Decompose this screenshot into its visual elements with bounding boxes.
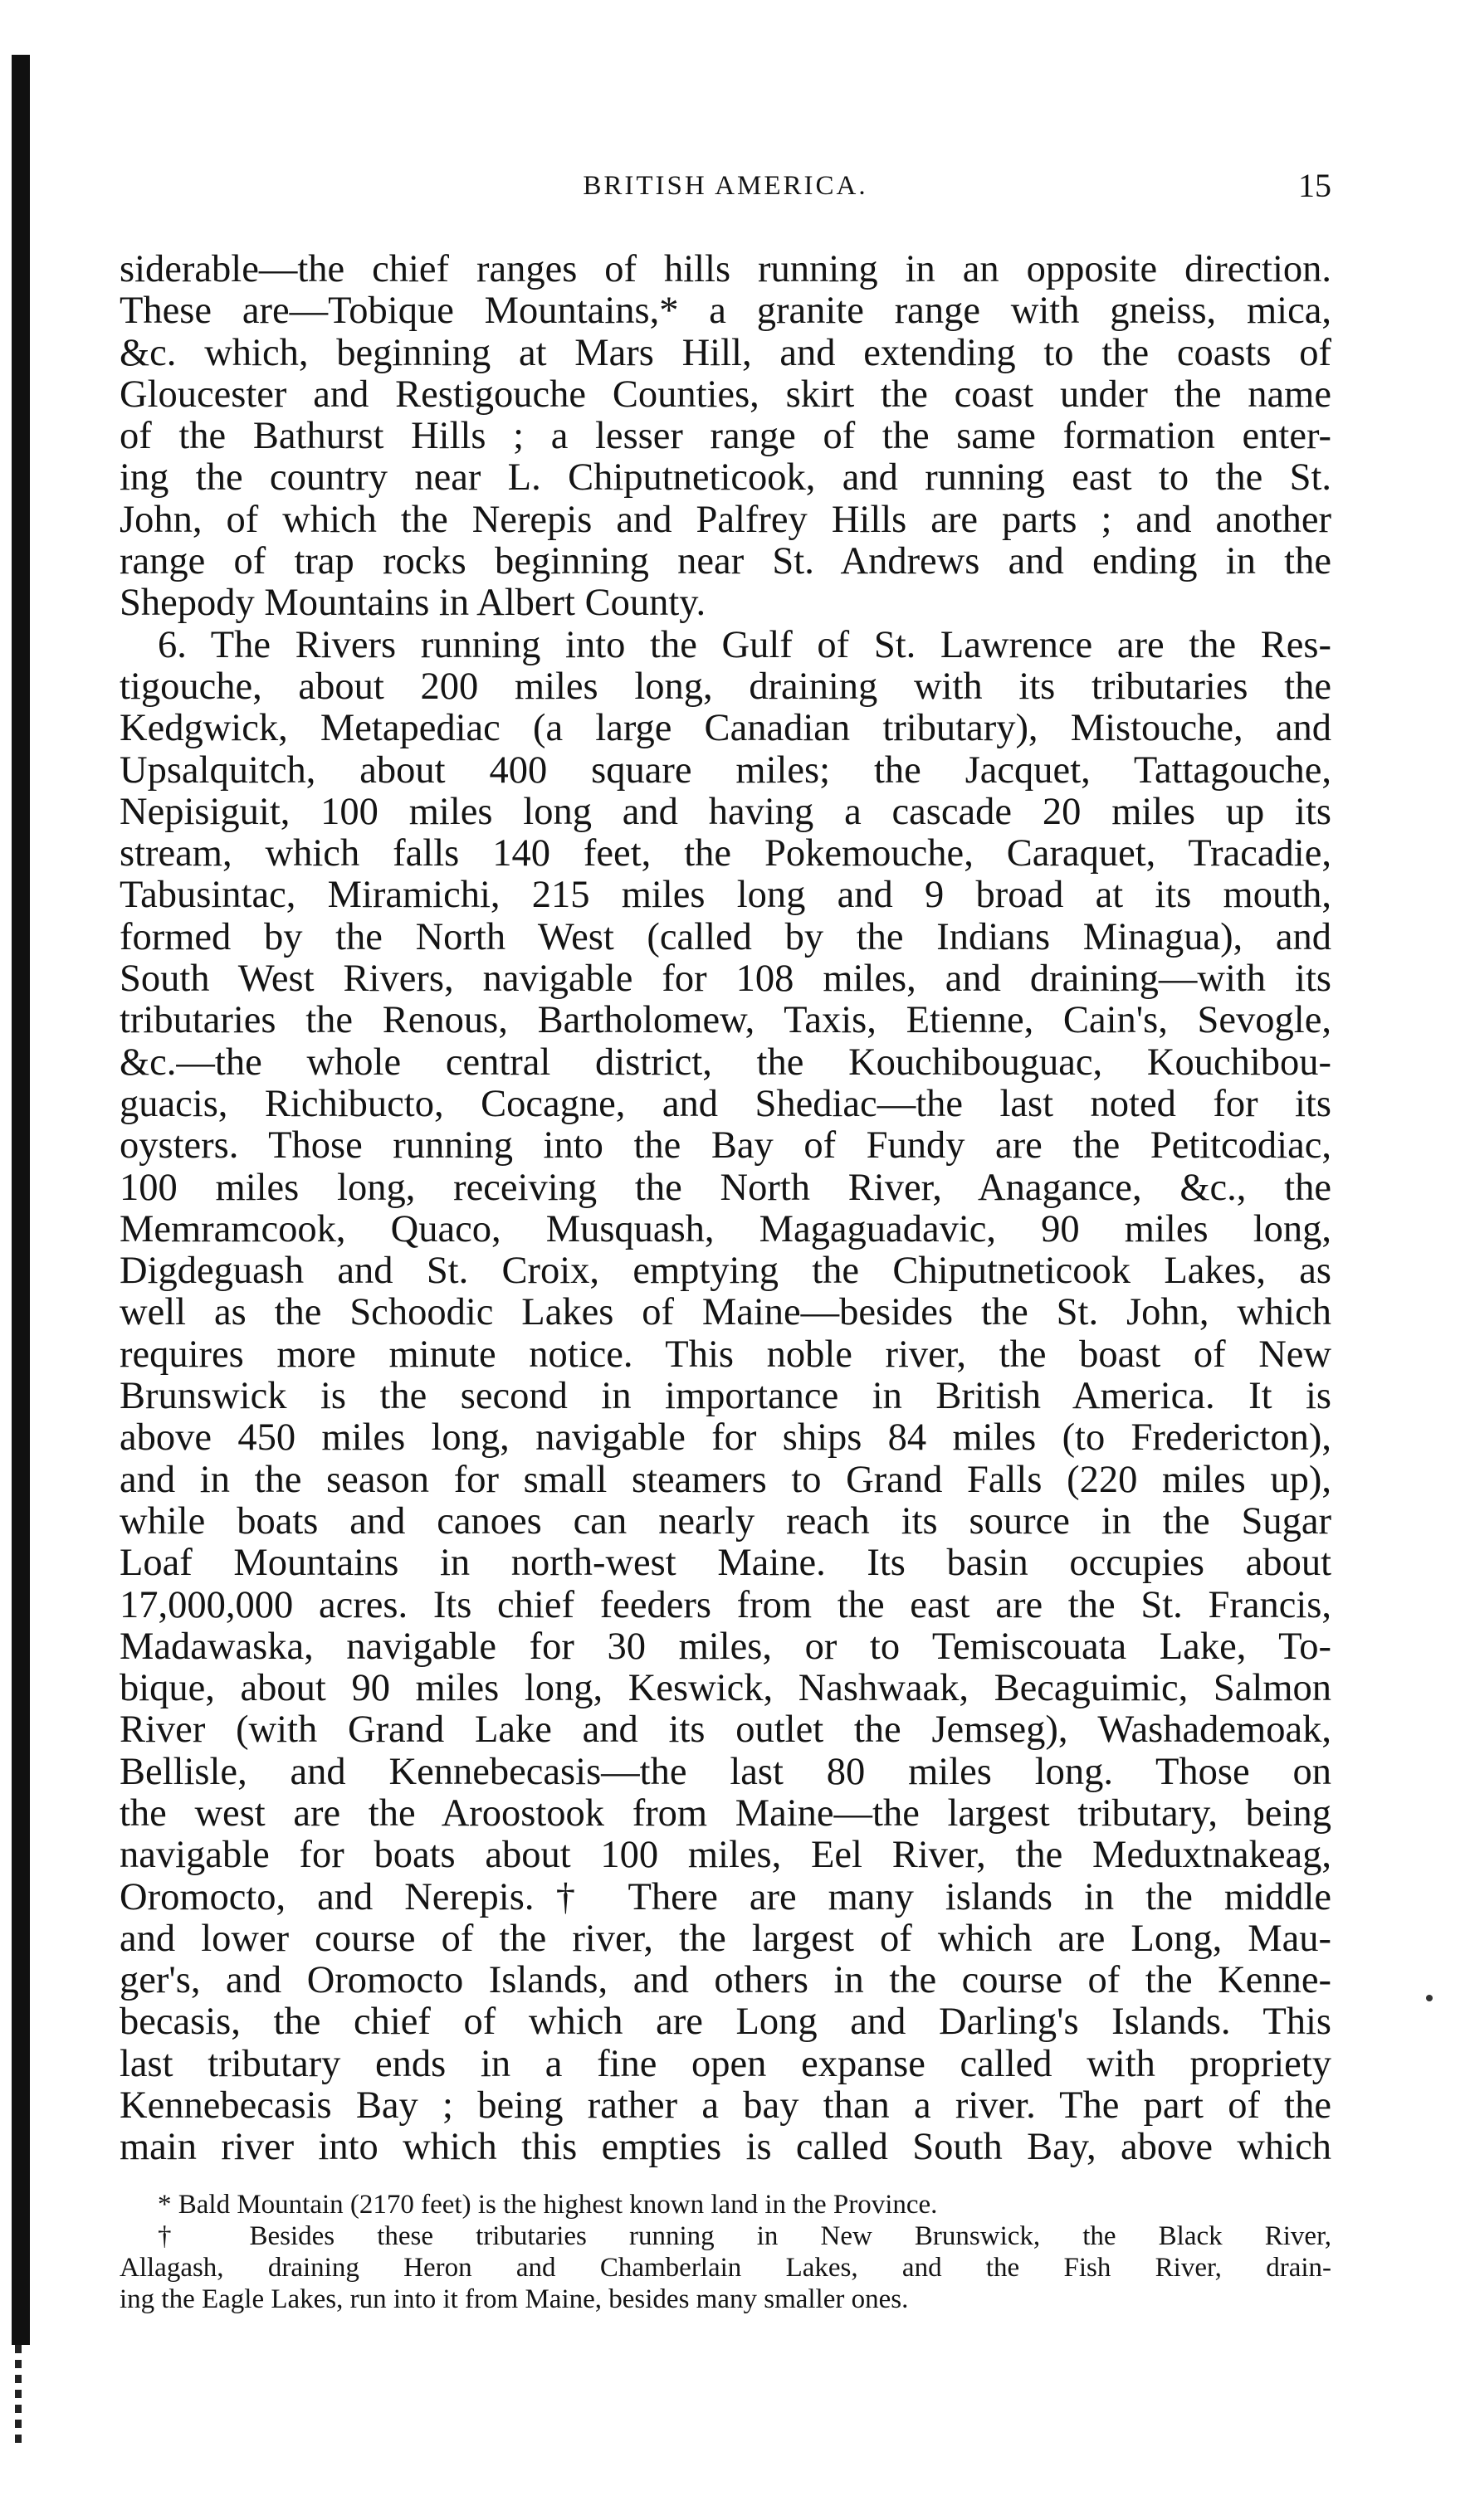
text-line: stream, which falls 140 feet, the Pokemouche, Caraquet, Tracadie, bbox=[120, 832, 1331, 875]
text-line: River (with Grand Lake and its outlet the Jemseg), Washademoak, bbox=[120, 1708, 1331, 1752]
text-line: bique, about 90 miles long, Keswick, Nashwaak, Becaguimic, Salmon bbox=[120, 1667, 1331, 1710]
page-edge-shadow bbox=[12, 55, 30, 2345]
text-line: Memramcook, Quaco, Musquash, Magaguadavic, 90 miles long, bbox=[120, 1207, 1331, 1250]
text-line: 17,000,000 acres. Its chief feeders from the east are the St. Francis, bbox=[120, 1583, 1331, 1626]
text-line: Kennebecasis Bay ; being rather a bay than a river. The part of the bbox=[120, 2084, 1331, 2128]
running-head bbox=[120, 166, 1331, 216]
footnote-bald-mountain: * Bald Mountain (2170 feet) is the highest known land in the Province. bbox=[158, 2190, 938, 2220]
footnote-line: Allagash, draining Heron and Chamberlain Lakes, and the Fish River, drain- bbox=[120, 2253, 1331, 2283]
text-line: range of trap rocks beginning near St. Andrews and ending in the bbox=[120, 540, 1331, 583]
text-line: &c.—the whole central district, the Kouchibouguac, Kouchibou- bbox=[120, 1041, 1331, 1084]
page-number: 15 bbox=[1298, 167, 1331, 204]
text-line: while boats and canoes can nearly reach its source in the Sugar bbox=[120, 1499, 1331, 1543]
text-line: ing the country near L. Chiputneticook, and running east to the St. bbox=[120, 456, 1331, 500]
ink-speck bbox=[1426, 1995, 1433, 2001]
text-line: tributaries the Renous, Bartholomew, Taxis, Etienne, Cain's, Sevogle, bbox=[120, 999, 1331, 1042]
text-line: siderable—the chief ranges of hills running in an opposite direction. bbox=[120, 248, 1331, 290]
text-line: South West Rivers, navigable for 108 miles, and draining—with its bbox=[120, 958, 1331, 1001]
text-line: tigouche, about 200 miles long, draining with its tributaries the bbox=[120, 665, 1331, 708]
body-text bbox=[120, 249, 1331, 2169]
text-line: Tabusintac, Miramichi, 215 miles long and 9 broad at its mouth, bbox=[120, 874, 1331, 917]
text-line: Gloucester and Restigouche Counties, skirt the coast under the name bbox=[120, 373, 1331, 416]
text-line: &c. which, beginning at Mars Hill, and extending to the coasts of bbox=[120, 331, 1331, 374]
text-line: above 450 miles long, navigable for ships 84 miles (to Fredericton), bbox=[120, 1416, 1331, 1460]
text-line: guacis, Richibucto, Cocagne, and Shediac—the last noted for its bbox=[120, 1082, 1331, 1125]
footnotes bbox=[120, 2189, 1331, 2315]
text-line: Upsalquitch, about 400 square miles; the Jacquet, Tattagouche, bbox=[120, 748, 1331, 792]
text-line: Oromocto, and Nerepis.† There are many islands in the middle bbox=[120, 1875, 1331, 1918]
text-line: ger's, and Oromocto Islands, and others in the course of the Kenne- bbox=[120, 1959, 1331, 2002]
text-line: and lower course of the river, the largest of which are Long, Mau- bbox=[120, 1917, 1331, 1960]
text-line: John, of which the Nerepis and Palfrey Hills are parts ; and another bbox=[120, 498, 1331, 541]
text-line: oysters. Those running into the Bay of Fundy are the Petitcodiac, bbox=[120, 1124, 1331, 1167]
text-line: requires more minute notice. This noble river, the boast of New bbox=[120, 1333, 1331, 1376]
text-line: Kedgwick, Metapediac (a large Canadian tributary), Mistouche, and bbox=[120, 707, 1331, 750]
text-line: Brunswick is the second in importance in British America. It is bbox=[120, 1375, 1331, 1418]
running-title: BRITISH AMERICA. bbox=[583, 171, 868, 201]
footnote-line: ing the Eagle Lakes, run into it from Maine, besides many smaller ones. bbox=[120, 2284, 909, 2314]
footnote-tributaries: † Besides these tributaries running in New Brunswick, the Black River, bbox=[158, 2221, 1331, 2251]
text-line: of the Bathurst Hills ; a lesser range of the same formation enter- bbox=[120, 415, 1331, 458]
page-edge-marks bbox=[15, 2345, 22, 2444]
text-line: formed by the North West (called by the Indians Minagua), and bbox=[120, 915, 1331, 958]
text-line: last tributary ends in a fine open expanse called with propriety bbox=[120, 2042, 1331, 2085]
text-line: Bellisle, and Kennebecasis—the last 80 miles long. Those on bbox=[120, 1750, 1331, 1793]
text-line: 100 miles long, receiving the North River, Anagance, &c., the bbox=[120, 1166, 1331, 1209]
text-line: navigable for boats about 100 miles, Eel River, the Meduxtnakeag, bbox=[120, 1834, 1331, 1877]
text-line: Nepisiguit, 100 miles long and having a cascade 20 miles up its bbox=[120, 790, 1331, 833]
text-line: These are—Tobique Mountains,* a granite range with gneiss, mica, bbox=[120, 290, 1331, 333]
text-line: Madawaska, navigable for 30 miles, or to Temiscouata Lake, To- bbox=[120, 1625, 1331, 1668]
text-line: and in the season for small steamers to Grand Falls (220 miles up), bbox=[120, 1458, 1331, 1501]
paragraph-start-line: 6. The Rivers running into the Gulf of St. Lawrence are the Res- bbox=[158, 623, 1331, 666]
text-line: the west are the Aroostook from Maine—the largest tributary, being bbox=[120, 1791, 1331, 1835]
text-line: well as the Schoodic Lakes of Maine—besides the St. John, which bbox=[120, 1291, 1331, 1334]
text-line: becasis, the chief of which are Long and Darling's Islands. This bbox=[120, 2001, 1331, 2044]
text-line: main river into which this empties is called South Bay, above which bbox=[120, 2126, 1331, 2169]
text-line: Digdeguash and St. Croix, emptying the Chiputneticook Lakes, as bbox=[120, 1250, 1331, 1293]
text-line: Shepody Mountains in Albert County. bbox=[120, 582, 706, 625]
text-line: Loaf Mountains in north-west Maine. Its basin occupies about bbox=[120, 1542, 1331, 1585]
